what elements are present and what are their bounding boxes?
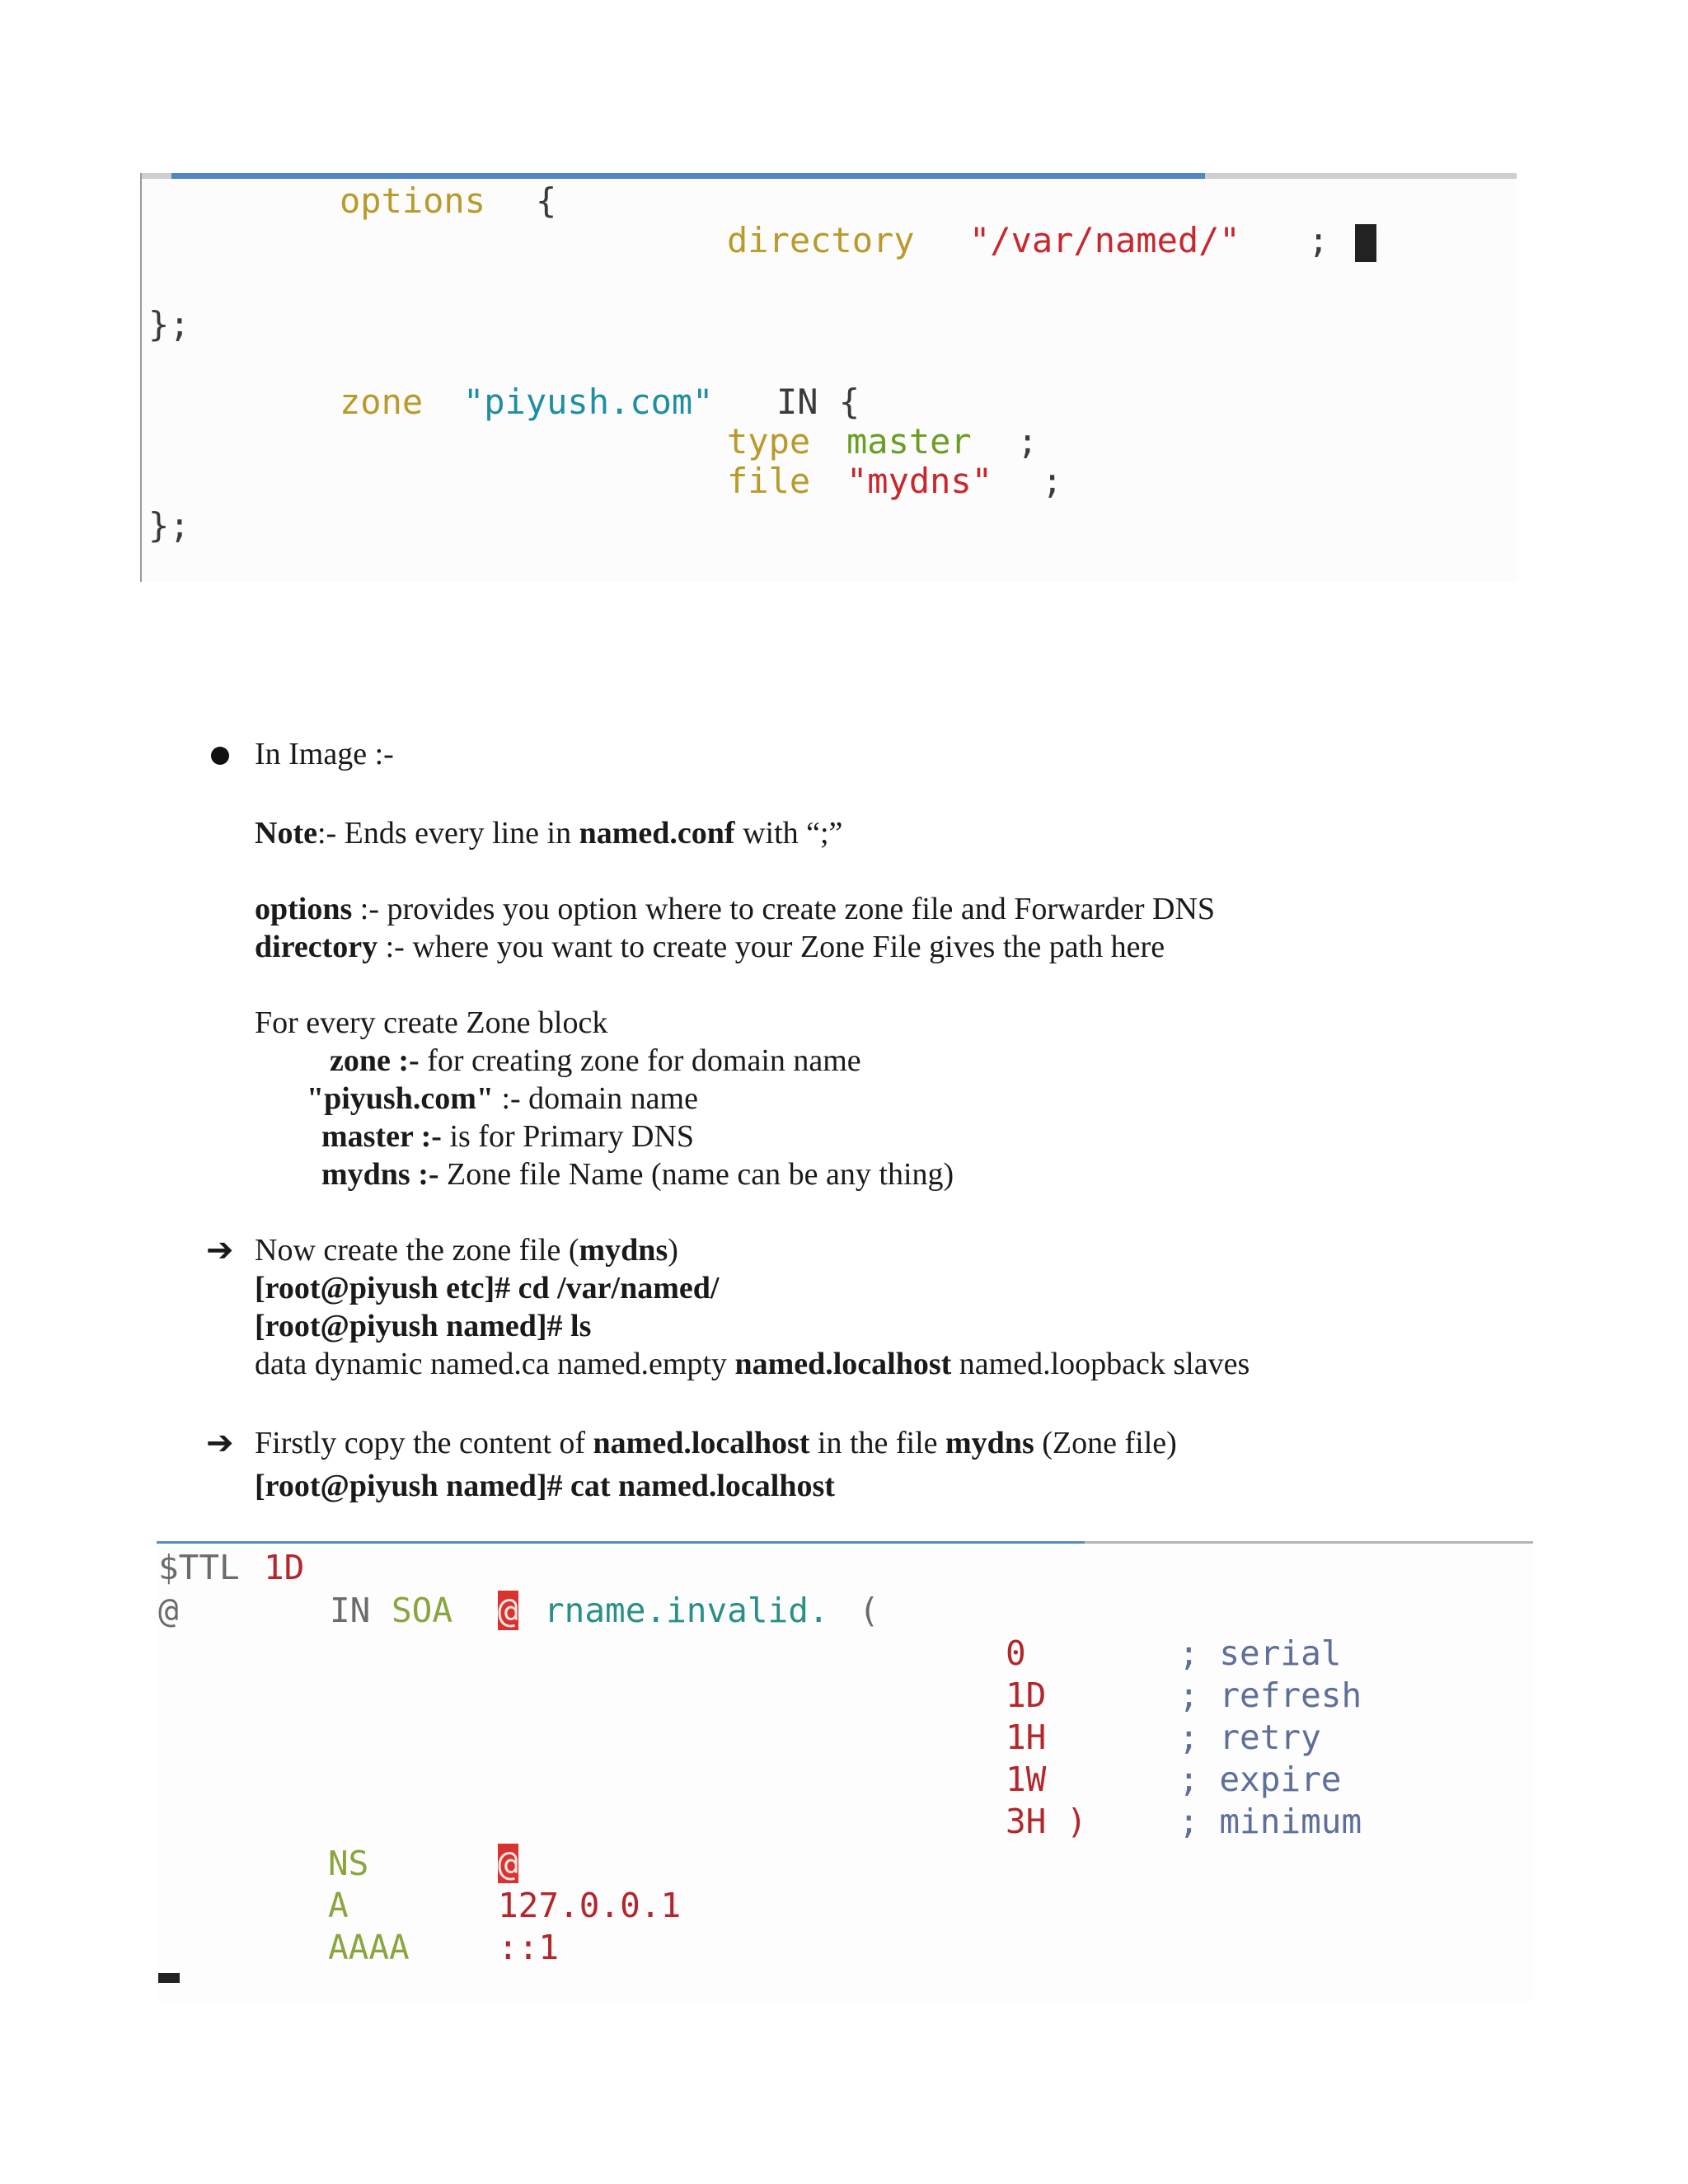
- serial-comment: ; serial: [1179, 1633, 1342, 1673]
- zone-name: "piyush.com": [463, 382, 714, 422]
- zone-keyword: zone: [340, 382, 424, 422]
- aaaa-keyword: AAAA: [328, 1928, 410, 1967]
- directory-description: directory :- where you want to create your Zone File gives the path here: [255, 930, 1165, 964]
- expire-value: 1W: [1006, 1760, 1047, 1799]
- arrow-icon: ➔: [206, 1231, 234, 1269]
- bullet-heading: In Image :-: [255, 737, 394, 771]
- options-keyword: options: [340, 180, 486, 221]
- directory-semicolon: ;: [1308, 220, 1329, 260]
- ns-at-highlight: @: [498, 1844, 518, 1883]
- soa-at-highlight: @: [498, 1591, 518, 1630]
- ls-output: data dynamic named.ca named.empty named.localhost named.loopback slaves: [255, 1347, 1250, 1381]
- retry-value: 1H: [1006, 1718, 1047, 1757]
- type-keyword: type: [727, 421, 811, 462]
- file-value: "mydns": [846, 461, 993, 501]
- ns-keyword: NS: [328, 1844, 369, 1883]
- terminal-top-bar: [157, 1541, 1533, 1544]
- command-ls: [root@piyush named]# ls: [255, 1309, 592, 1343]
- type-value: master: [846, 421, 972, 462]
- file-semicolon: ;: [1042, 461, 1063, 501]
- directory-keyword: directory: [727, 220, 915, 260]
- named-conf-screenshot: [140, 173, 1517, 582]
- origin-at: @: [158, 1591, 179, 1630]
- options-open-brace: {: [536, 180, 557, 221]
- note-line: Note:- Ends every line in named.conf with “;”: [255, 816, 843, 851]
- text-cursor: [158, 1973, 180, 1983]
- piyush-description: "piyush.com" :- domain name: [307, 1081, 698, 1116]
- zone-close-brace: };: [148, 505, 190, 546]
- aaaa-value: ::1: [498, 1928, 560, 1967]
- text-cursor: [1355, 224, 1376, 262]
- a-value: 127.0.0.1: [498, 1886, 682, 1925]
- rname: rname.invalid.: [544, 1591, 829, 1630]
- zone-description: zone :- for creating zone for domain name: [330, 1043, 861, 1078]
- zone-file-screenshot: [157, 1541, 1533, 2003]
- soa-keyword: SOA: [392, 1591, 453, 1630]
- refresh-value: 1D: [1006, 1675, 1047, 1715]
- command-cd: [root@piyush etc]# cd /var/named/: [255, 1271, 720, 1305]
- terminal-top-bar: [142, 173, 1517, 179]
- command-cat: [root@piyush named]# cat named.localhost: [255, 1469, 835, 1503]
- file-keyword: file: [727, 461, 811, 501]
- options-close-brace: };: [148, 304, 190, 344]
- refresh-comment: ; refresh: [1179, 1675, 1362, 1715]
- type-semicolon: ;: [1017, 421, 1039, 462]
- copy-content-step: Firstly copy the content of named.localhost in the file mydns (Zone file): [255, 1426, 1177, 1460]
- soa-paren-open: (: [859, 1591, 879, 1630]
- ttl-value: 1D: [264, 1548, 305, 1587]
- master-description: master :- is for Primary DNS: [321, 1119, 695, 1154]
- minimum-comment: ; minimum: [1179, 1802, 1362, 1841]
- expire-comment: ; expire: [1179, 1760, 1342, 1799]
- minimum-value: 3H ): [1006, 1802, 1087, 1841]
- in-keyword: IN: [330, 1591, 371, 1630]
- create-zone-step: Now create the zone file (mydns): [255, 1233, 678, 1268]
- arrow-icon: ➔: [206, 1424, 234, 1462]
- retry-comment: ; retry: [1179, 1718, 1321, 1757]
- ttl-keyword: $TTL: [158, 1548, 240, 1587]
- zone-block-intro: For every create Zone block: [255, 1005, 608, 1040]
- bullet-icon: [211, 747, 229, 765]
- serial-value: 0: [1006, 1633, 1026, 1673]
- directory-value: "/var/named/": [969, 220, 1240, 260]
- mydns-description: mydns :- Zone file Name (name can be any thing): [321, 1157, 954, 1192]
- zone-in: IN {: [776, 382, 860, 422]
- options-description: options :- provides you option where to create zone file and Forwarder DNS: [255, 892, 1216, 926]
- a-keyword: A: [328, 1886, 349, 1925]
